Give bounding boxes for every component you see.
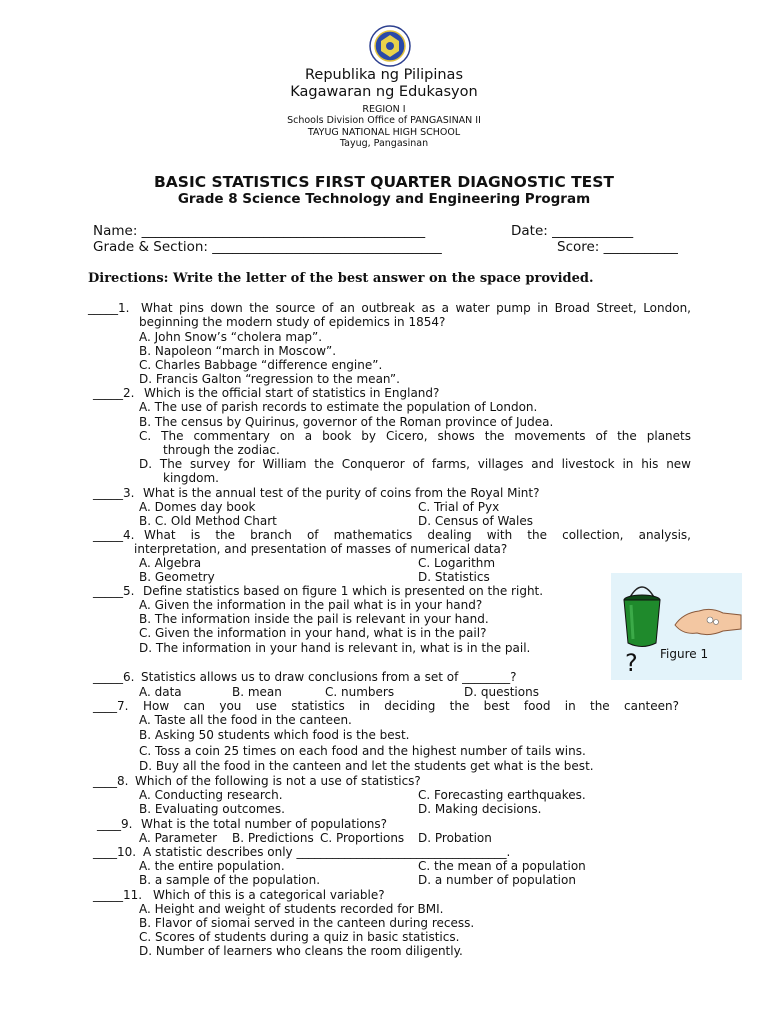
q4-option-a: A. Algebra: [139, 556, 202, 570]
q2-option-d-cont: kingdom.: [163, 471, 219, 485]
region-heading: REGION I: [362, 104, 406, 115]
figure-question-mark: ?: [625, 649, 638, 677]
q11-option-a: A. Height and weight of students recorded for BMI.: [139, 902, 444, 916]
question-3-text: What is the annual test of the purity of coins from the Royal Mint?: [143, 486, 540, 500]
answer-blank-9[interactable]: ____9.: [97, 817, 133, 831]
answer-blank-2[interactable]: _____2.: [93, 386, 135, 400]
answer-blank-10[interactable]: ____10.: [93, 845, 137, 859]
figure-1-illustration: [611, 573, 742, 680]
q3-option-b: B. C. Old Method Chart: [139, 514, 277, 528]
test-subtitle: Grade 8 Science Technology and Engineering Program: [177, 191, 591, 207]
question-7-text: How can you use statistics in deciding the best food in the canteen?: [143, 699, 679, 713]
question-1-cont: beginning the modern study of epidemics in 1854?: [139, 315, 446, 329]
q2-option-c-cont: through the zodiac.: [163, 443, 280, 457]
q6-option-c: C. numbers: [325, 685, 395, 699]
q11-option-b: B. Flavor of siomai served in the canteen during recess.: [139, 916, 475, 930]
directions: Directions: Write the letter of the best answer on the space provided.: [88, 271, 594, 286]
q1-option-b: B. Napoleon “march in Moscow”.: [139, 344, 337, 358]
q7-option-c: C. Toss a coin 25 times on each food and the highest number of tails wins.: [139, 744, 586, 758]
q4-option-d: D. Statistics: [418, 570, 490, 584]
question-1-text: What pins down the source of an outbreak as a water pump in Broad Street, London,: [141, 301, 691, 315]
q11-option-d: D. Number of learners who cleans the room diligently.: [139, 944, 463, 958]
question-6-text: Statistics allows us to draw conclusions from a set of ________?: [141, 670, 517, 684]
question-9-text: What is the total number of populations?: [141, 817, 388, 831]
q8-option-d: D. Making decisions.: [418, 802, 542, 816]
q1-option-a: A. John Snow’s “cholera map”.: [139, 330, 323, 344]
question-5-text: Define statistics based on figure 1 which is presented on the right.: [143, 584, 544, 598]
q9-option-b: B. Predictions: [232, 831, 314, 845]
q10-option-c: C. the mean of a population: [418, 859, 586, 873]
q3-option-d: D. Census of Wales: [418, 514, 533, 528]
q4-option-c: C. Logarithm: [418, 556, 496, 570]
q7-option-d: D. Buy all the food in the canteen and let the students get what is the best.: [139, 759, 594, 773]
q10-option-b: B. a sample of the population.: [139, 873, 321, 887]
figure-label: Figure 1: [660, 647, 709, 661]
q1-option-c: C. Charles Babbage “difference engine”.: [139, 358, 383, 372]
q2-option-c: C. The commentary on a book by Cicero, shows the movements of the planets: [139, 429, 691, 443]
q7-option-a: A. Taste all the food in the canteen.: [139, 713, 352, 727]
school-heading: TAYUG NATIONAL HIGH SCHOOL: [307, 127, 461, 138]
republic-heading: Republika ng Pilipinas: [304, 67, 463, 83]
q5-option-c: C. Given the information in your hand, what is in the pail?: [139, 626, 487, 640]
name-field[interactable]: Name: __________________________________________: [93, 223, 426, 239]
answer-blank-11[interactable]: _____11.: [93, 888, 143, 902]
division-heading: Schools Division Office of PANGASINAN II: [287, 115, 481, 126]
q3-option-c: C. Trial of Pyx: [418, 500, 500, 514]
question-11-text: Which of this is a categorical variable?: [153, 888, 385, 902]
answer-blank-5[interactable]: _____5.: [93, 584, 135, 598]
q8-option-b: B. Evaluating outcomes.: [139, 802, 285, 816]
q1-option-d: D. Francis Galton “regression to the mean”.: [139, 372, 400, 386]
q7-option-b: B. Asking 50 students which food is the best.: [139, 728, 410, 742]
q5-option-a: A. Given the information in the pail what is in your hand?: [139, 598, 483, 612]
q9-option-c: C. Proportions: [320, 831, 405, 845]
q2-option-b: B. The census by Quirinus, governor of the Roman province of Judea.: [139, 415, 554, 429]
q9-option-a: A. Parameter: [139, 831, 218, 845]
grade-section-field[interactable]: Grade & Section: __________________________________: [93, 239, 442, 255]
q8-option-c: C. Forecasting earthquakes.: [418, 788, 586, 802]
deped-seal-logo: [366, 25, 414, 71]
score-field[interactable]: Score: ___________: [557, 239, 678, 255]
q2-option-a: A. The use of parish records to estimate the population of London.: [139, 400, 538, 414]
q5-option-d: D. The information in your hand is relevant in, what is in the pail.: [139, 641, 531, 655]
question-4-cont: interpretation, and presentation of masses of numerical data?: [134, 542, 508, 556]
q3-option-a: A. Domes day book: [139, 500, 256, 514]
answer-blank-8[interactable]: ____8.: [93, 774, 129, 788]
question-4-text: What is the branch of mathematics dealing with the collection, analysis,: [144, 528, 691, 542]
q11-option-c: C. Scores of students during a quiz in basic statistics.: [139, 930, 460, 944]
q10-option-a: A. the entire population.: [139, 859, 285, 873]
q8-option-a: A. Conducting research.: [139, 788, 283, 802]
q9-option-d: D. Probation: [418, 831, 492, 845]
answer-blank-4[interactable]: _____4.: [93, 528, 135, 542]
q6-option-a: A. data: [139, 685, 182, 699]
answer-blank-3[interactable]: _____3.: [93, 486, 135, 500]
q4-option-b: B. Geometry: [139, 570, 215, 584]
answer-blank-1[interactable]: _____1.: [88, 301, 130, 315]
department-heading: Kagawaran ng Edukasyon: [290, 84, 478, 100]
q6-option-d: D. questions: [464, 685, 539, 699]
question-10-text: A statistic describes only ___________________________________.: [143, 845, 511, 859]
q10-option-d: D. a number of population: [418, 873, 576, 887]
q5-option-b: B. The information inside the pail is relevant in your hand.: [139, 612, 489, 626]
answer-blank-7[interactable]: ____7.: [93, 699, 129, 713]
question-8-text: Which of the following is not a use of statistics?: [135, 774, 421, 788]
answer-blank-6[interactable]: _____6.: [93, 670, 135, 684]
q6-option-b: B. mean: [232, 685, 282, 699]
address-heading: Tayug, Pangasinan: [339, 138, 429, 149]
date-field[interactable]: Date: ____________: [511, 223, 634, 239]
q2-option-d: D. The survey for William the Conqueror of farms, villages and livestock in his new: [139, 457, 691, 471]
test-title: BASIC STATISTICS FIRST QUARTER DIAGNOSTIC TEST: [153, 173, 614, 191]
question-2-text: Which is the official start of statistics in England?: [144, 386, 440, 400]
